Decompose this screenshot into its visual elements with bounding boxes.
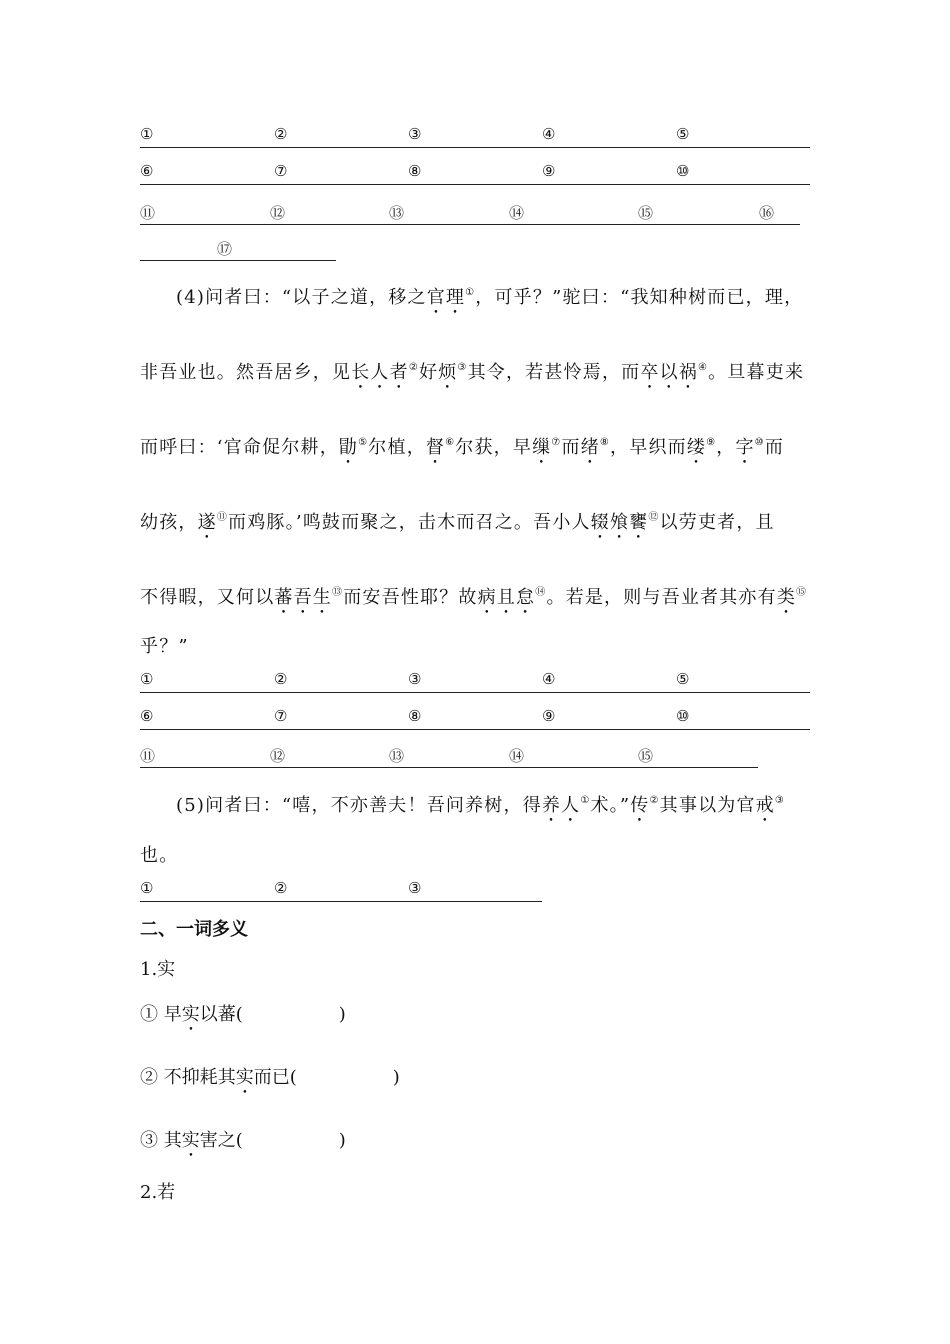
blank-number: ③ [408, 670, 422, 688]
blank-number: ⑨ [542, 162, 556, 180]
blank-number: ⑥ [140, 162, 154, 180]
passage-line: 非吾业也。然吾居乡，见长人者②好烦③其令，若甚怜焉，而卒以祸④。旦暮吏来 [140, 362, 805, 383]
blank-number: ③ [408, 125, 422, 143]
word-label: 1.实 [140, 959, 176, 980]
blank-number: ⑮ [638, 204, 654, 222]
blank-number: ⑩ [676, 162, 690, 180]
passage-line: (4)问者曰：“以子之道，移之官理①，可乎？”驼曰：“我知种树而已，理， [176, 287, 804, 308]
section-heading: 二、一词多义 [140, 919, 248, 940]
blank-number: ② [274, 125, 288, 143]
blank-number: ① [140, 670, 154, 688]
meaning-item: ① 早实以蕃( ) [140, 1004, 346, 1025]
item-number: ② [140, 1067, 158, 1088]
blank-number: ⑬ [389, 747, 405, 765]
word-label: 2.若 [140, 1182, 176, 1203]
blank-number: ① [140, 879, 154, 897]
answer-blank-row [140, 160, 810, 185]
blank-number: ⑧ [408, 707, 422, 725]
passage-line: 不得暇，又何以蕃吾生⑬而安吾性耶？故病且怠⑭。若是，则与吾业者其亦有类⑮ [140, 587, 808, 608]
blank-number: ⑫ [270, 204, 286, 222]
blank-number: ① [140, 125, 154, 143]
blank-number: ⑩ [676, 707, 690, 725]
answer-blank-row [140, 877, 542, 902]
blank-number: ⑫ [270, 747, 286, 765]
blank-number: ⑤ [676, 125, 690, 143]
close-paren: ) [392, 1067, 400, 1088]
answer-blank-row [140, 236, 336, 261]
blank-number: ⑦ [274, 162, 288, 180]
close-paren: ) [338, 1004, 346, 1025]
answer-blank-row [140, 200, 800, 225]
answer-blank-row [140, 668, 810, 693]
blank-number: ② [274, 670, 288, 688]
close-paren: ) [338, 1130, 346, 1151]
passage-line: 乎？” [140, 636, 189, 657]
blank-number: ⑪ [140, 204, 156, 222]
blank-number: ⑬ [389, 204, 405, 222]
blank-number: ⑨ [542, 707, 556, 725]
blank-number: ② [274, 879, 288, 897]
blank-number: ⑥ [140, 707, 154, 725]
meaning-item: ② 不抑耗其实而已( ) [140, 1067, 400, 1088]
passage-line: 而呼曰：‘官命促尔耕，勖⑤尔植，督⑥尔获，早缫⑦而绪⑧，早织而缕⑨，字⑩而 [140, 437, 785, 458]
blank-number: ⑰ [217, 240, 233, 258]
answer-blank-row [140, 743, 758, 768]
item-number: ③ [140, 1130, 158, 1151]
blank-number: ③ [408, 879, 422, 897]
meaning-item: ③ 其实害之( ) [140, 1130, 346, 1151]
passage-paragraph-5 [140, 768, 812, 869]
passage-line: 也。 [140, 845, 179, 866]
blank-number: ⑮ [638, 747, 654, 765]
blank-number: ④ [542, 125, 556, 143]
blank-number: ⑯ [759, 204, 775, 222]
blank-number: ⑦ [274, 707, 288, 725]
blank-number: ⑪ [140, 747, 156, 765]
blank-number: ④ [542, 670, 556, 688]
blank-number: ⑭ [509, 747, 525, 765]
blank-number: ⑤ [676, 670, 690, 688]
item-number: ① [140, 1004, 158, 1025]
blank-number: ⑭ [509, 204, 525, 222]
passage-line: 幼孩，遂⑪而鸡豚。’鸣鼓而聚之，击木而召之。吾小人辍飧饔⑫以劳吏者，且 [140, 512, 775, 533]
blank-number: ⑧ [408, 162, 422, 180]
passage-line: (5)问者曰：“嘻，不亦善夫！吾问养树，得养人①术。”传②其事以为官戒③ [176, 795, 786, 816]
answer-blank-row [140, 705, 810, 730]
passage-paragraph-4 [140, 260, 812, 635]
answer-blank-row [140, 123, 810, 148]
